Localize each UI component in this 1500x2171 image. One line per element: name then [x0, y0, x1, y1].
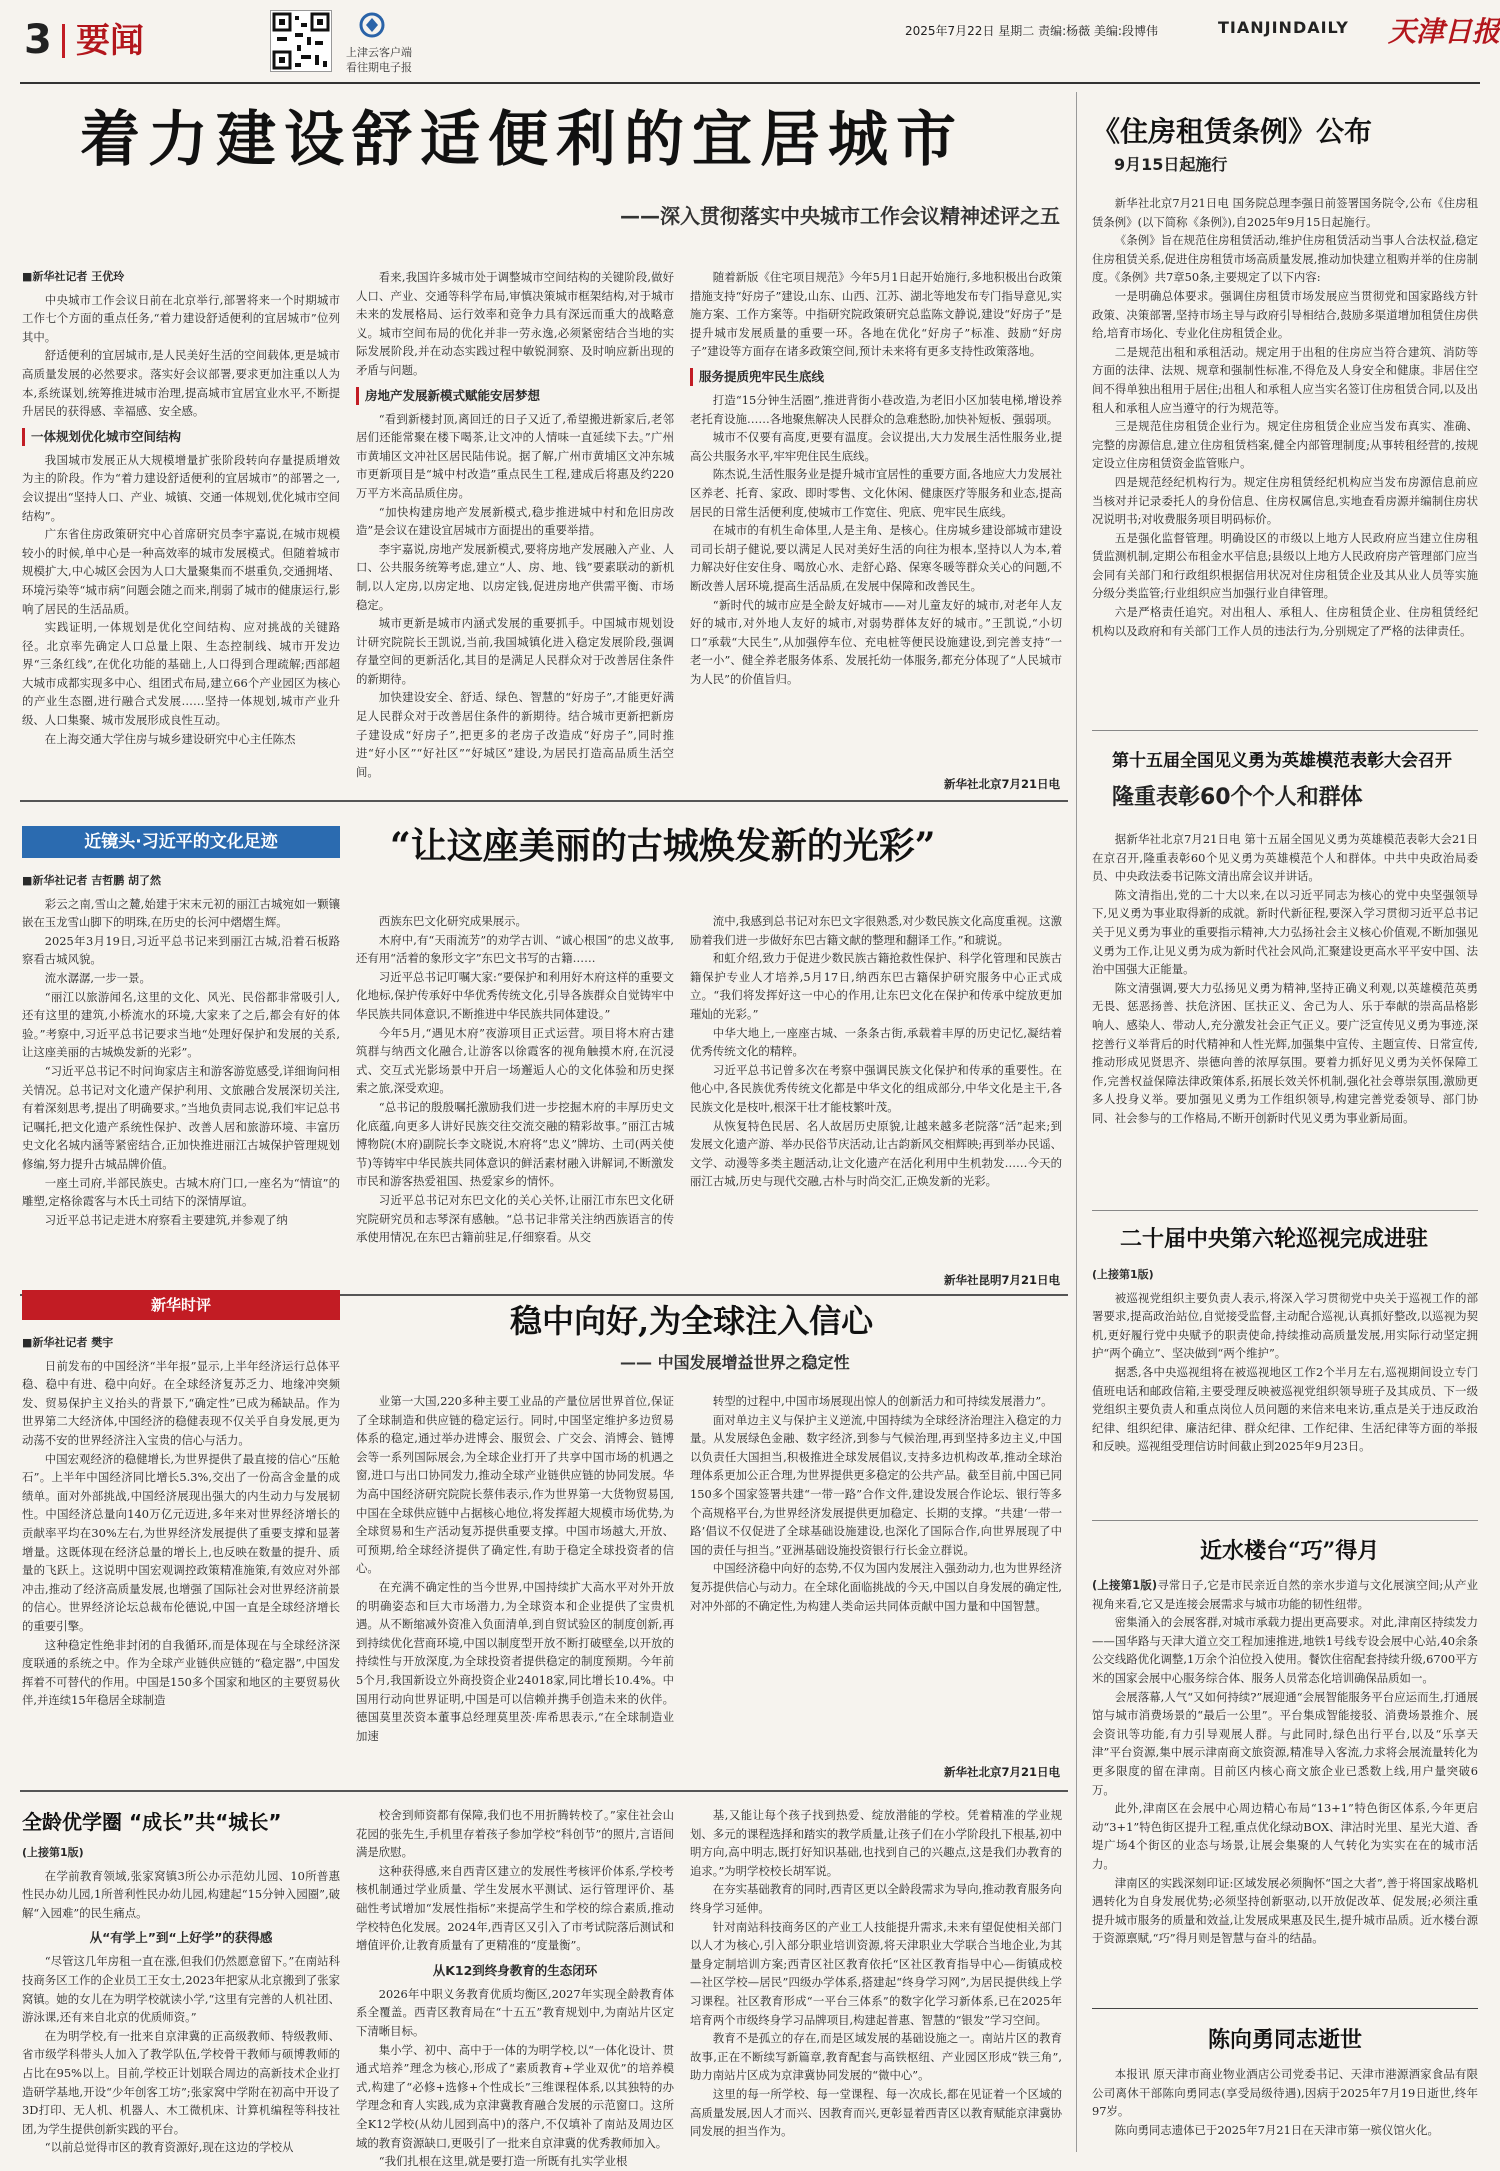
edu-col-1: [22, 1844, 340, 2156]
xi-title: “让这座美丽的古城焕发新的光彩”: [390, 825, 936, 867]
para: 二是规范出租和承租活动。规定用于出租的住房应当符合建筑、消防等方面的法律、法规、规章和强制性标准,不得危及人身安全和健康。非居住空间不得单独出租用于居住;出租人和承租人应当实名签订住房租赁合同,以及出租人和承租人应当遵守的行为规范等。: [1092, 344, 1478, 415]
para: 教育不是孤立的存在,而是区域发展的基础设施之一。南站片区的教育故事,正在不断续写新篇章,教育配套与高铁枢纽、产业园区形成“铁三角”,助力南站片区成为京津冀协同发展的“微中心”。: [690, 2031, 1062, 2083]
para: 陈文清指出,党的二十大以来,在以习近平同志为核心的党中央坚强领导下,见义勇为事业取得新的成就。新时代新征程,要深入学习贯彻习近平总书记关于见义勇为事业的重要指示精神,大力弘扬社会主义核心价值观,不断加强见义勇为工作,让见义勇为成为新时代社会风尚,汇聚建设更高水平平安中国、法治中国强大正能量。: [1092, 887, 1478, 977]
para: 这种获得感,来自西青区建立的发展性考核评价体系,学校考核机制通过学业质量、学生发展水平测试、运行管理评价、基础性考试增加“发展性指标”来提高学生和学校的综合素质,推动学校特色化发展。2024年,西青区又引入了市考试院落后测试和增值评价,让教育质量有了更精准的“度量衡”。: [356, 1863, 674, 1953]
obit-box: [1092, 2008, 1478, 2156]
para: 城市不仅要有高度,更要有温度。会议提出,大力发展生活性服务业,提高公共服务水平,牢牢兜住民生底线。: [690, 430, 1062, 463]
para: 这里的每一所学校、每一堂课程、每一次成长,都在见证着一个区域的高质量发展,因人才而兴、因教育而兴,更彰显着西青区以教育赋能京津冀协同发展的担当作为。: [690, 2086, 1062, 2139]
para: 看来,我国许多城市处于调整城市空间结构的关键阶段,做好人口、产业、交通等科学布局,审慎决策城市框架结构,对于城市未来的发展格局、运行效率和竞争力具有深远而重大的战略意义。城市空间布局的优化并非一劳永逸,必须紧密结合当地的实际发展阶段,并在动态实践过程中敏锐洞察、及时响应新出现的矛盾与问题。: [356, 270, 674, 377]
xi-column-label: 近镜头·习近平的文化足迹: [22, 826, 340, 858]
edu-source: (上接第1版): [22, 1846, 84, 1859]
para: “我们扎根在这里,就是要打造一所既有扎实学业根: [378, 2154, 628, 2169]
para: 这种稳定性绝非封闭的自我循环,而是体现在与全球经济深度联通的系统之中。作为全球产业链供应链的“稳定器”,中国发挥着不可替代的作用。中国是150多个国家和地区的主要贸易伙伴,并连续15年稳居全球制造: [22, 1637, 340, 1708]
para: 津南区的实践深刻印证:区域发展必须胸怀“国之大者”,善于将国家战略机遇转化为自身发展优势;必须坚持创新驱动,以开放促改革、促发展;必须注重提升城市服务的质量和效益,让发展成果惠及民生,提升城市品质。近水楼台源于资源禀赋,“巧”得月则是智慧与奋斗的结晶。: [1092, 1875, 1478, 1946]
para: 在上海交通大学住房与城乡建设研究中心主任陈杰: [44, 731, 296, 746]
para: 2025年3月19日,习近平总书记来到丽江古城,沿着石板路察看古城风貌。: [22, 933, 340, 967]
para: 三是规范住房租赁企业行为。规定住房租赁企业应当发布真实、准确、完整的房源信息,建立住房租赁档案,健全内部管理制度;从事转租经营的,按规定设立住房租赁资金监管账户。: [1092, 419, 1478, 471]
para: 随着新版《住宅项目规范》今年5月1日起开始施行,多地积极出台政策措施支持“好房子”建设,山东、山西、江苏、湖北等地发布专门指导意见,实施方案、工作方案等。中指研究院政策研究总监陈文静说,建设“好房子”是提升城市发展质量的重要一环。各地在优化“好房子”标准、鼓励“好房子”建设等方面存在诸多政策空间,预计未来将有更多支持性政策落地。: [690, 270, 1062, 359]
obit-title: 陈向勇同志逝世: [1207, 2028, 1362, 2053]
para: 会展落幕,人气“又如何持续?”展迎通“会展智能服务平台应运而生,打通展馆与城市消费场景的“最后一公里”。平台集成智能接驳、消费场景推介、展会资讯等功能,有力引导观展人群。与此同时,绿色出行平台,以及“乐享天津”平台资源,集中展示津南商文旅资源,精准导入客流,力求将会展流量转化为更多限度的留在津南。目前区内核心商文旅企业已悉数上线,用户量突破6万。: [1092, 1689, 1478, 1797]
para: 习近平总书记曾多次在考察中强调民族文化保护和传承的重要性。在他心中,各民族优秀传统文化都是中华文化的组成部分,中华文化是主干,各民族文化是枝叶,根深干壮才能枝繁叶茂。: [690, 1062, 1062, 1114]
divider: [1092, 730, 1478, 731]
para: 中国宏观经济的稳健增长,为世界提供了最直接的信心“压舱石”。上半年中国经济同比增长5.3%,交出了一份高含金量的成绩单。面对外部挑战,中国经济展现出强大的内生动力与发展韧性。中国经济总量向140万亿元迈进,多年来对世界经济增长的贡献率平均在30%左右,为世界经济发展提供了重要支撑和显著增量。这既体现在经济总量的增长上,也反映在数量的提升、质量的飞跃上。这说明中国宏观调控政策精准施策,有效应对外部冲击,推动了经济高质量发展,也增强了国际社会对世界经济前景的信心。世界经济论坛总裁布伦德说,中国一直是全球经济增长的重要引擎。: [22, 1451, 340, 1633]
para: 和虹介绍,致力于促进少数民族古籍抢救性保护、科学化管理和民族古籍保护专业人才培养,5月17日,纳西东巴古籍保护研究服务中心正式成立。“我们将发挥好这一中心的作用,让东巴文化在保护和传承中绽放更加璀灿的光彩。”: [690, 951, 1062, 1021]
para: [1092, 1576, 1478, 1613]
commentary-subtitle: —— 中国发展增益世界之稳定性: [620, 1353, 850, 1372]
para: 转型的过程中,中国市场展现出惊人的创新活力和可持续发展潜力”。: [712, 1394, 1053, 1408]
para: 2026年中职义务教育优质均衡区,2027年实现全龄教育体系全覆盖。西青区教育局在“十五五”教育规划中,为南站片区定下清晰目标。: [356, 1986, 674, 2038]
para: 被巡视党组织主要负责人表示,将深入学习贯彻党中央关于巡视工作的部署要求,提高政治站位,自觉接受监督,主动配合巡视,认真抓好整改,以巡视为契机,更好履行党中央赋予的职责使命,持续推动高质量发展,用实际行动坚定拥护“两个确立”、坚决做到“两个维护”。: [1092, 1290, 1478, 1361]
divider: [20, 1790, 1068, 1792]
para: 今年5月,“遇见木府”夜游项目正式运营。项目将木府古建筑群与纳西文化融合,让游客以徐霞客的视角触摸木府,在沉浸式、交互式光影场景中开启一场邂逅人心的文化体验和历史探索之旅,深受欢迎。: [356, 1025, 674, 1096]
masthead-english: TIANJINDAILY: [1218, 18, 1349, 37]
para: 据新华社北京7月21日电 第十五届全国见义勇为英雄模范表彰大会21日在京召开,隆重表彰60个见义勇为英雄模范个人和群体。中共中央政治局委员、中央政法委书记陈文清出席会议并讲话。: [1092, 832, 1478, 884]
para: 城市更新是城市内涵式发展的重要抓手。中国城市规划设计研究院院长王凯说,当前,我国城镇化进入稳定发展阶段,强调存量空间的更新活化,其目的是满足人民群众对于改善居住条件的新期待。: [356, 616, 674, 686]
para: 集小学、初中、高中于一体的为明学校,以“一体化设计、贯通式培养”理念为核心,形成了“素质教育+学业双优”的培养模式,构建了“必修+选修+个性成长”三维课程体系,以其独特的办学理念和育人实践,成为京津冀教育融合发展的示范窗口。这所全K12学校(从幼儿园到高中)的落户,不仅填补了南站及周边区域的教育资源缺口,更吸引了一批来自京津冀的优秀教师加入。: [356, 2042, 674, 2150]
para: 中央城市工作会议日前在北京举行,部署将来一个时期城市工作七个方面的重点任务,“着力建设舒适便利的宜居城市”位列其中。: [22, 292, 340, 344]
para: 中华大地上,一座座古城、一条条古街,承载着丰厚的历史记忆,凝结着优秀传统文化的精粹。: [690, 1025, 1062, 1059]
stairs-body: [1092, 1576, 1478, 2006]
para: 面对单边主义与保护主义逆流,中国持续为全球经济治理注入稳定的力量。从发展绿色金融、数字经济,到参与气候治理,再到坚持多边主义,中国以负责任大国担当,积极推进全球发展倡议,支持多边机构改革,推动全球治理体系更加公正合理,为世界提供更多稳定的公共产品。截至目前,中国已同150多个国家签署共建“一带一路”合作文件,建设发展合作论坛、银行等多个高规格平台,为世界经济发展提供更加稳定、长期的支撑。“共建‘一带一路’倡议不仅促进了全球基础设施建设,也深化了国际合作,向世界展现了中国的责任与担当。”亚洲基础设施投资银行行长金立群说。: [690, 1412, 1062, 1557]
para: 流中,我感到总书记对东巴文字很熟悉,对少数民族文化高度重视。这激励着我们进一步做好东巴古籍文献的整理和翻译工作。”和琥说。: [690, 914, 1062, 947]
header-rule: [20, 82, 1480, 84]
para: 西族东巴文化研究成果展示。: [378, 914, 527, 928]
para: 本报讯 原天津市商业物业酒店公司党委书记、天津市港源酒家食品有限公司离休干部陈向勇同志(享受局级待遇),因病于2025年7月19日逝世,终年97岁。: [1092, 2067, 1478, 2119]
para: 从恢复特色民居、名人故居历史原貌,让越来越多老院落“活”起来;到发展文化遗产游、举办民俗节庆活动,让古韵新风交相辉映;再到举办民谣、文学、动漫等多类主题活动,让文化遗产在活化利用中生机勃发……今天的丽江古城,历史与现代交融,古朴与时尚交汇,正焕发新的光彩。: [690, 1118, 1062, 1189]
header-divider: [62, 24, 65, 58]
xi-byline: ■新华社记者 吉哲鹏 胡了然: [22, 874, 162, 887]
para: 校舍到师资都有保障,我们也不用折腾转校了。”家住社会山花园的张先生,手机里存着孩子参加学校“科创节”的照片,言语间满是欣慰。: [356, 1808, 674, 1860]
brave-body: [1092, 830, 1478, 1220]
page-number: 3: [24, 17, 52, 63]
edu-title: 全龄优学圈 “成长”共“城长”: [22, 1810, 282, 1834]
para: 木府中,有“天雨流芳”的劝学古训、“诚心根国”的忠义故事,还有用“活着的象形文字”东巴文书写的古籍……: [356, 932, 674, 966]
lead-col-3: [690, 268, 1062, 775]
para: “看到新楼封顶,离回迁的日子又近了,希望搬进新家后,老邻居们还能常聚在楼下喝茶,让文冲的人情味一直延续下去。”广州市黄埔区文冲社区居民陆伟说。据了解,广州市黄埔区文冲东城市更新项目是“城中村改造”重点民生工程,建成后将惠及约220万平方米高品质住房。: [356, 411, 674, 500]
para: 六是严格责任追究。对出租人、承租人、住房租赁企业、住房租赁经纪机构以及政府和有关部门工作人员的违法行为,分别规定了严格的法律责任。: [1092, 605, 1478, 638]
para: 我国城市发展正从大规模增量扩张阶段转向存量提质增效为主的阶段。作为“着力建设舒适便利的宜居城市”的部署之一,会议提出“坚持人口、产业、城镇、交通一体规划,优化城市空间结构”。: [22, 452, 340, 523]
para: 习近平总书记叮嘱大家:“要保护和利用好木府这样的重要文化地标,保护传承好中华优秀传统文化,引导各族群众自觉铸牢中华民族共同体意识,不断推进中华民族共同体建设。”: [356, 969, 674, 1021]
lead-signoff: 新华社北京7月21日电: [943, 777, 1060, 791]
xi-col-2: [356, 912, 674, 1286]
lease-title: 《住房租赁条例》公布: [1092, 115, 1373, 148]
para: “习近平总书记不时问询家店主和游客游览感受,详细询问相关情况。总书记对文化遗产保护利用、文旅融合发展深切关注,有着深刻思考,提出了明确要求。”当地负责同志说,我们牢记总书记嘱托,把文化遗产系统性保护、改善人居和旅游环境、丰富历史文化名城内涵等紧密结合,正加快推进丽江古城保护管理规划修编,努力提升古城品牌价值。: [22, 1063, 340, 1171]
para: 基,又能让每个孩子找到热爱、绽放潜能的学校。凭着精准的学业规划、多元的课程选择和踏实的教学质量,让孩子们在小学阶段扎下根基,初中明方向,高中明志,既打好知识基础,也找到自己的兴趣点,这是我们办教育的追求。”为明学校校长胡军说。: [690, 1808, 1062, 1878]
para: 习近平总书记对东巴文化的关心关怀,让丽江市东巴文化研究院研究员和志琴深有感触。“总书记非常关注纳西族语言的传承使用情况,在东巴古籍前驻足,仔细察看。从交: [356, 1192, 674, 1245]
qr-code-icon[interactable]: [270, 10, 332, 72]
qr-caption-line1: 上津云客户端: [346, 46, 412, 59]
edu-subhead-1: 从“有学上”到“上好学”的获得感: [89, 1930, 273, 1946]
lease-subtitle: 9月15日起施行: [1114, 155, 1228, 174]
edu-col-3: [690, 1806, 1062, 2156]
para: 舒适便利的宜居城市,是人民美好生活的空间载体,更是城市高质量发展的必然要求。落实好会议部署,要求更加注重以人为本,系统谋划,统筹推进城市治理,提高城市宜居宜业水平,不断提升居民的获得感、幸福感、安全感。: [22, 348, 340, 419]
xi-col-3: [690, 912, 1062, 1268]
para: 此外,津南区在会展中心周边精心布局“13+1”特色街区体系,今年更启动“3+1”特色街区提升工程,重点优化绿动BOX、津沽时光里、星光大道、香堤广场4个街区的业态与场景,让展会集聚的人气转化为实实在在的城市活力。: [1092, 1801, 1478, 1871]
masthead-chinese: 天津日报: [1388, 15, 1500, 48]
para: 广东省住房政策研究中心首席研究员李宇嘉说,在城市规模较小的时候,单中心是一种高效率的城市发展模式。但随着城市规模扩大,中心城区会因为人口大量聚集而不堪重负,交通拥堵、环境污染等“城市病”问题会随之而来,削弱了城市的健康运行,影响了居民的生活品质。: [22, 527, 340, 616]
para: 在城市的有机生命体里,人是主角、是核心。住房城乡建设部城市建设司司长胡子健说,要以满足人民对美好生活的向往为根本,坚持以人为本,着力解决好住安住身、喝放心水、走舒心路、保寒冬暖等群众关心的问题,不断改善人居环境,提高生活品质,在发展中保障和改善民生。: [690, 523, 1062, 593]
patrol-title: 二十届中央第六轮巡视完成进驻: [1120, 1226, 1429, 1252]
para: 实践证明,一体规划是优化空间结构、应对挑战的关键路径。北京率先确定人口总量上限、生态控制线、城市开发边界“三条红线”,在优化功能的基础上,人口得到合理疏解;西部超大城市成都实现多中心、组团式布局,建立66个产业园区为核心的产业生态圈,进行融合式发展……坚持一体规划,城市产业升级、人口集聚、城市发展形成良性互动。: [22, 620, 340, 728]
para: “尽管这几年房租一直在涨,但我们仍然愿意留下。”在南站科技商务区工作的企业员工王女士,2023年把家从北京搬到了张家窝镇。她的女儿在为明学校就读小学,“这里有完善的人机社团、游泳课,还有来自北京的优质师资。”: [22, 1954, 340, 2025]
brave-subtitle: 隆重表彰60个个人和群体: [1112, 785, 1363, 810]
para: 彩云之南,雪山之麓,始建于宋末元初的丽江古城宛如一颗镶嵌在玉龙雪山脚下的明珠,在历史的长河中熠熠生辉。: [22, 896, 340, 930]
qr-caption-line2: 看往期电子报: [346, 61, 412, 74]
patrol-body: [1092, 1266, 1478, 1512]
para: 陈文清强调,要大力弘扬见义勇为精神,坚持正确义利观,以英雄模范英勇无畏、惩恶扬善、扶危济困、匡扶正义、舍己为人、乐于奉献的崇高品格影响人、感染人、带动人,充分激发社会正气正义。要广泛宣传见义勇为事迹,深挖善行义举背后的时代精神和人性光辉,加强集中宣传、主题宣传、日常宣传,推动形成见贤思齐、崇德向善的浓厚氛围。要着力抓好见义勇为关怀保障工作,完善权益保障法律政策体系,拓展长效关怀机制,强化社会尊崇氛围,激励更多人投身义举。要加强见义勇为工作组织领导,构建完善党委领导、部门协同、社会参与的工作格局,不断开创新时代见义勇为事业新局面。: [1092, 980, 1478, 1125]
para: 日前发布的中国经济“半年报”显示,上半年经济运行总体平稳、稳中有进、稳中向好。在全球经济复苏乏力、地缘冲突频发、贸易保护主义抬头的背景下,“确定性”已成为稀缺品。作为世界第二大经济体,中国经济的稳健表现不仅关乎自身发展,更为动荡不安的世界经济注入宝贵的信心与活力。: [22, 1358, 340, 1447]
para: “新时代的城市应是全龄友好城市——对儿童友好的城市,对老年人友好的城市,对外地人友好的城市,对弱势群体友好的城市。”王凯说,“小切口”承载“大民生”,从加强停车位、充电桩等便民设施建设,到完善支持“一老一小”、健全养老服务体系、发展托幼一体服务,都充分体现了“人民城市为人民”的价值旨归。: [690, 597, 1062, 686]
stairs-title: 近水楼台“巧”得月: [1200, 1538, 1380, 1564]
xi-col-1: [22, 872, 340, 1286]
para: 针对南站科技商务区的产业工人技能提升需求,未来有望促使相关部门以人才为核心,引入部分职业培训资源,将天津职业大学联合当地企业,为其量身定制培训方案;西青区社区教育依托“区社区教育指导中心—街镇成校—社区学校—居民”四级办学体系,搭建起“终身学习网”,为居民提供线上学习课程。社区教育形成“一平台三体系”的数字化学习新体系,已在2025年培育两个市级终身学习品牌项目,构建起普惠、智慧的“银发”学习空间。: [690, 1919, 1062, 2027]
edu-subhead-2: 从K12到终身教育的生态闭环: [432, 1962, 598, 1978]
lead-col-2: [356, 268, 674, 793]
commentary-byline: ■新华社记者 樊宇: [22, 1336, 114, 1349]
para: 一是明确总体要求。强调住房租赁市场发展应当贯彻党和国家路线方针政策、决策部署,坚持市场主导与政府引导相结合,鼓励多渠道增加租赁住房供给,培育市场化、专业化住房租赁企业。: [1092, 288, 1478, 341]
lead-title: 着力建设舒适便利的宜居城市: [80, 105, 964, 175]
para: “加快构建房地产发展新模式,稳步推进城中村和危旧房改造”是会议在建设宜居城市方面提出的重要举措。: [356, 504, 674, 538]
patrol-source: (上接第1版): [1092, 1268, 1154, 1281]
edu-col-2: [356, 1806, 674, 2169]
divider: [1092, 1210, 1478, 1211]
para: 据悉,各中央巡视组将在被巡视地区工作2个半月左右,巡视期间设立专门值班电话和邮政信箱,主要受理反映被巡视党组织领导班子及其成员、下一级党组织主要负责人和重点岗位人员问题的来信来电来访,重点是关于违反政治纪律、组织纪律、廉洁纪律、群众纪律、工作纪律、生活纪律等方面的举报和反映。巡视组受理信访时间截止到2025年9月23日。: [1092, 1364, 1478, 1454]
commentary-signoff: 新华社北京7月21日电: [943, 1765, 1060, 1779]
para: 加快建设安全、舒适、绿色、智慧的“好房子”,才能更好满足人民群众对于改善居住条件的新期待。结合城市更新把新房子建设成“好房子”,把更多的老房子改造成“好房子”,同时推进“好小区”“好社区”“好城区”建设,为居民打造高品质生活空间。: [356, 690, 674, 779]
commentary-col-1: [22, 1334, 340, 1782]
para: 新华社北京7月21日电 国务院总理李强日前签署国务院令,公布《住房租赁条例》(以下简称《条例》),自2025年9月15日起施行。: [1092, 196, 1478, 229]
para: 密集涌入的会展客群,对城市承载力提出更高要求。对此,津南区持续发力——国华路与天津大道立交工程加速推进,地铁1号线专设会展中心站,40余条公交线路优化调整,1万余个泊位投入使用。餐饮住宿配套持续升级,6700平方米的国家会展中心服务综合体、服务人员常态化培训确保品质如一。: [1092, 1615, 1478, 1685]
para: 在学前教育领域,张家窝镇3所公办示范幼儿园、10所普惠性民办幼儿园,1所普利性民办幼儿园,构建起“15分钟入园圈”,破解“入园难”的民生痛点。: [22, 1868, 340, 1920]
jinyun-logo-icon: [355, 12, 389, 38]
para: 李宇嘉说,房地产发展新模式,要将房地产发展融入产业、人口、公共服务统筹考虑,建立“人、房、地、钱”要素联动的新机制,以人定房,以房定地、以房定钱,促进房地产供需平衡、市场稳定。: [356, 541, 674, 612]
vertical-divider: [1076, 92, 1077, 2152]
lead-subhead-1: 一体规划优化城市空间结构: [22, 428, 340, 446]
commentary-col-2: [356, 1392, 674, 1782]
para: 中国经济稳中向好的态势,不仅为国内发展注入强劲动力,也为世界经济复苏提供信心与动力。在全球化面临挑战的今天,中国以自身发展的确定性,对冲外部的不确定性,为构建人类命运共同体贡献中国力量和中国智慧。: [690, 1561, 1062, 1613]
para: 业第一大国,220多种主要工业品的产量位居世界首位,保证了全球制造和供应链的稳定运行。同时,中国坚定维护多边贸易体系的稳定,通过举办进博会、服贸会、广交会、消博会、链博会等一系列国际展会,为全球企业打开了共享中国市场的机遇之窗,进口与出口协同发力,推动全球产业链供应链的协同发展。华为高中国经济研究院院长蔡伟表示,作为世界第一大货物贸易国,中国在全球供应链中占据核心地位,将发挥超大规模市场优势,为全球贸易和生产活动复苏提供重要支撑。中国市场越大,开放、可预期,给全球经济提供了确定性,有助于稳定全球投资者的信心。: [356, 1394, 674, 1576]
para: 打造“15分钟生活圈”,推进背街小巷改造,为老旧小区加装电梯,增设养老托育设施……各地聚焦解决人民群众的急难愁盼,加快补短板、强弱项。: [690, 392, 1062, 426]
divider: [20, 800, 1068, 802]
header-info: 2025年7月22日 星期二 责编:杨薇 美编:段博伟: [905, 24, 1158, 38]
brave-title: 第十五届全国见义勇为英雄模范表彰大会召开: [1112, 751, 1452, 771]
para: 习近平总书记走进木府察看主要建筑,并参观了纳: [44, 1212, 288, 1227]
para: 五是强化监督管理。明确设区的市级以上地方人民政府应当建立住房租赁监测机制,定期公布租金水平信息;县级以上地方人民政府房产管理部门应当会同有关部门和行政组织根据信用状况对住房租赁企业及其从业人员等实施分级分类监管;行业组织应当加强行业自律管理。: [1092, 530, 1478, 601]
stairs-source: (上接第1版): [1092, 1578, 1158, 1592]
para: 陈杰说,生活性服务业是提升城市宜居性的重要方面,各地应大力发展社区养老、托育、家政、即时零售、文化休闲、健康医疗等服务和业态,提高居民的日常生活便利度,使城市工作宽住、兜底、兜牢民生底线。: [690, 467, 1062, 519]
lead-subhead-2: 房地产发展新模式赋能安居梦想: [356, 387, 674, 405]
para: “丽江以旅游闻名,这里的文化、风光、民俗都非常吸引人,还有这里的建筑,小桥流水的环境,大家来了之后,都会有好的体验。”考察中,习近平总书记要求当地“处理好保护和发展的关系,让这座美丽的古城焕发新的光彩”。: [22, 989, 340, 1060]
para: 在为明学校,有一批来自京津冀的正高级教师、特级教师、省市级学科带头人加入了教学队伍,学校骨干教师与硕博教师的占比在95%以上。目前,学校正计划联合周边的高新技术企业打造研学基地,开设“少年创客工坊”;张家窝中学附在初高中开设了3D打印、无人机、机器人、木工微机床、计算机编程等科技社团,为学生提供创新实践的平台。: [22, 2028, 340, 2136]
para: 流水潺潺,一步一景。: [44, 970, 151, 985]
para: 在充满不确定性的当今世界,中国持续扩大高水平对外开放的明确姿态和巨大市场潜力,为全球资本和企业提供了宝贵机遇。从不断缩减外资准入负面清单,到自贸试验区的制度创新,再到持续优化营商环境,中国以制度型开放不断打破壁垒,以开放的持续性与开放深度,为全球投资者提供稳定的制度预期。今年前5个月,我国新设立外商投资企业24018家,同比增长10.4%。中国用行动向世界证明,中国是可以信赖并携手创造未来的伙伴。德国莫里茨资本董事总经理莫里茨·库希思表示,“在全球制造业加速: [356, 1579, 674, 1743]
lead-subtitle: ——深入贯彻落实中央城市工作会议精神述评之五: [620, 204, 1060, 228]
para: 《条例》旨在规范住房租赁活动,维护住房租赁活动当事人合法权益,稳定住房租赁关系,促进住房租赁市场高质量发展,推动加快建立租购并举的住房制度。《条例》共7章50条,主要规定了以下内容:: [1092, 233, 1478, 285]
commentary-column-label: 新华时评: [22, 1290, 340, 1320]
divider: [1092, 1520, 1478, 1521]
para: 陈向勇同志遗体已于2025年7月21日在天津市第一殡仪馆火化。: [1114, 2122, 1439, 2137]
page-header: [0, 0, 1500, 82]
para: “以前总觉得市区的教育资源好,现在这边的学校从: [44, 2140, 294, 2155]
obit-body: [1092, 2065, 1478, 2157]
lead-col-1: [22, 268, 340, 793]
lead-byline: ■新华社记者 王优玲: [22, 270, 125, 283]
commentary-col-3: [690, 1392, 1062, 1762]
para: 在夯实基础教育的同时,西青区更以全龄段需求为导向,推动教育服务向终身学习延伸。: [690, 1882, 1062, 1915]
xi-signoff: 新华社昆明7月21日电: [943, 1273, 1060, 1287]
lead-subhead-3: 服务提质兜牢民生底线: [690, 368, 1062, 386]
para: 一座土司府,半部民族史。古城木府门口,一座名为“情谊”的雕塑,定格徐霞客与木氏土司结下的深情厚谊。: [22, 1175, 340, 1209]
section-name: 要闻: [76, 21, 144, 61]
lease-body: [1092, 194, 1478, 714]
stairs-para-1: 寻常日子,它是市民亲近自然的亲水步道与文化展演空间;从产业视角来看,它又是连接会展需求与城市功能的韧性纽带。: [1092, 1578, 1478, 1611]
commentary-title: 稳中向好,为全球注入信心: [510, 1302, 874, 1340]
para: “总书记的殷殷嘱托激励我们进一步挖掘木府的丰厚历史文化底蕴,向更多人讲好民族交往交流交融的精彩故事。”丽江古城博物院(木府)副院长李文晓说,木府将“忠义”牌坊、土司(两关使节)等铸牢中华民族共同体意识的鲜活素材融入讲解词,不断激发市民和游客热爱祖国、热爱家乡的情怀。: [356, 1099, 674, 1189]
para: 四是规范经纪机构行为。规定住房租赁经纪机构应当发布房源信息前应当核对并记录委托人的身份信息、住房权属信息,实地查看房源并编制住房状况说明书;对收费服务项目明码标价。: [1092, 474, 1478, 527]
